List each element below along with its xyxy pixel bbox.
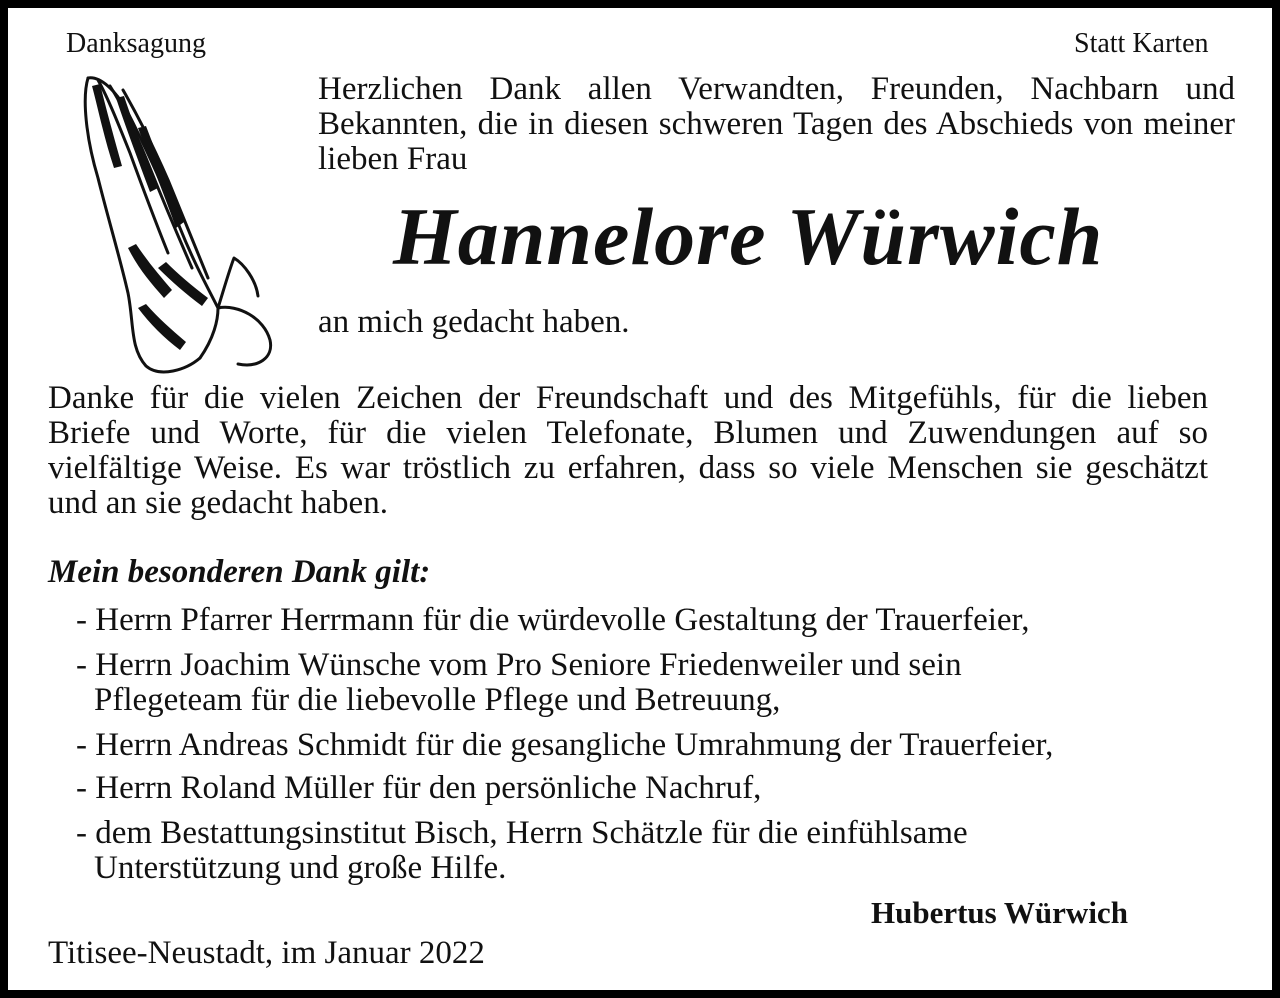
thanks-item: - Herrn Joachim Wünsche vom Pro Seniore Friedenweiler und sein xyxy=(76,647,962,683)
thanks-item: - dem Bestattungsinstitut Bisch, Herrn Schätzle für die einfühlsame xyxy=(76,815,968,851)
thanks-item-continuation: Unterstützung und große Hilfe. xyxy=(94,850,507,886)
thanks-item: - Herrn Pfarrer Herrmann für die würdevolle Gestaltung der Trauerfeier, xyxy=(76,602,1030,638)
thanks-heading: Mein besonderen Dank gilt: xyxy=(48,554,431,590)
header-right-label: Statt Karten xyxy=(1074,28,1209,59)
thanks-item: - Herrn Andreas Schmidt für die gesangliche Umrahmung der Trauerfeier, xyxy=(76,727,1054,763)
thanks-item-continuation: Pflegeteam für die liebevolle Pflege und Betreuung, xyxy=(94,682,781,718)
header-left-label: Danksagung xyxy=(66,28,206,59)
thanks-item: - Herrn Roland Müller für den persönliche Nachruf, xyxy=(76,770,762,806)
place-date: Titisee-Neustadt, im Januar 2022 xyxy=(48,935,485,971)
deceased-name: Hannelore Würwich xyxy=(393,191,1104,282)
signer-name: Hubertus Würwich xyxy=(871,895,1128,930)
intro-text: Herzlichen Dank allen Verwandten, Freunden, Nachbarn und Bekannten, die in diesen schweren Tagen des Abschieds von meiner lieben Frau xyxy=(318,71,1235,177)
praying-hands-icon xyxy=(68,68,278,378)
gratitude-paragraph: Danke für die vielen Zeichen der Freundschaft und des Mitgefühls, für die lieben Briefe und Worte, für die vielen Telefonate, Blumen und Zuwendungen auf so vielfältige Weise. Es war tröstlich zu erfahren, dass so viele Menschen sie geschätzt und an sie gedacht haben. xyxy=(48,380,1208,521)
after-name-text: an mich gedacht haben. xyxy=(318,304,630,340)
